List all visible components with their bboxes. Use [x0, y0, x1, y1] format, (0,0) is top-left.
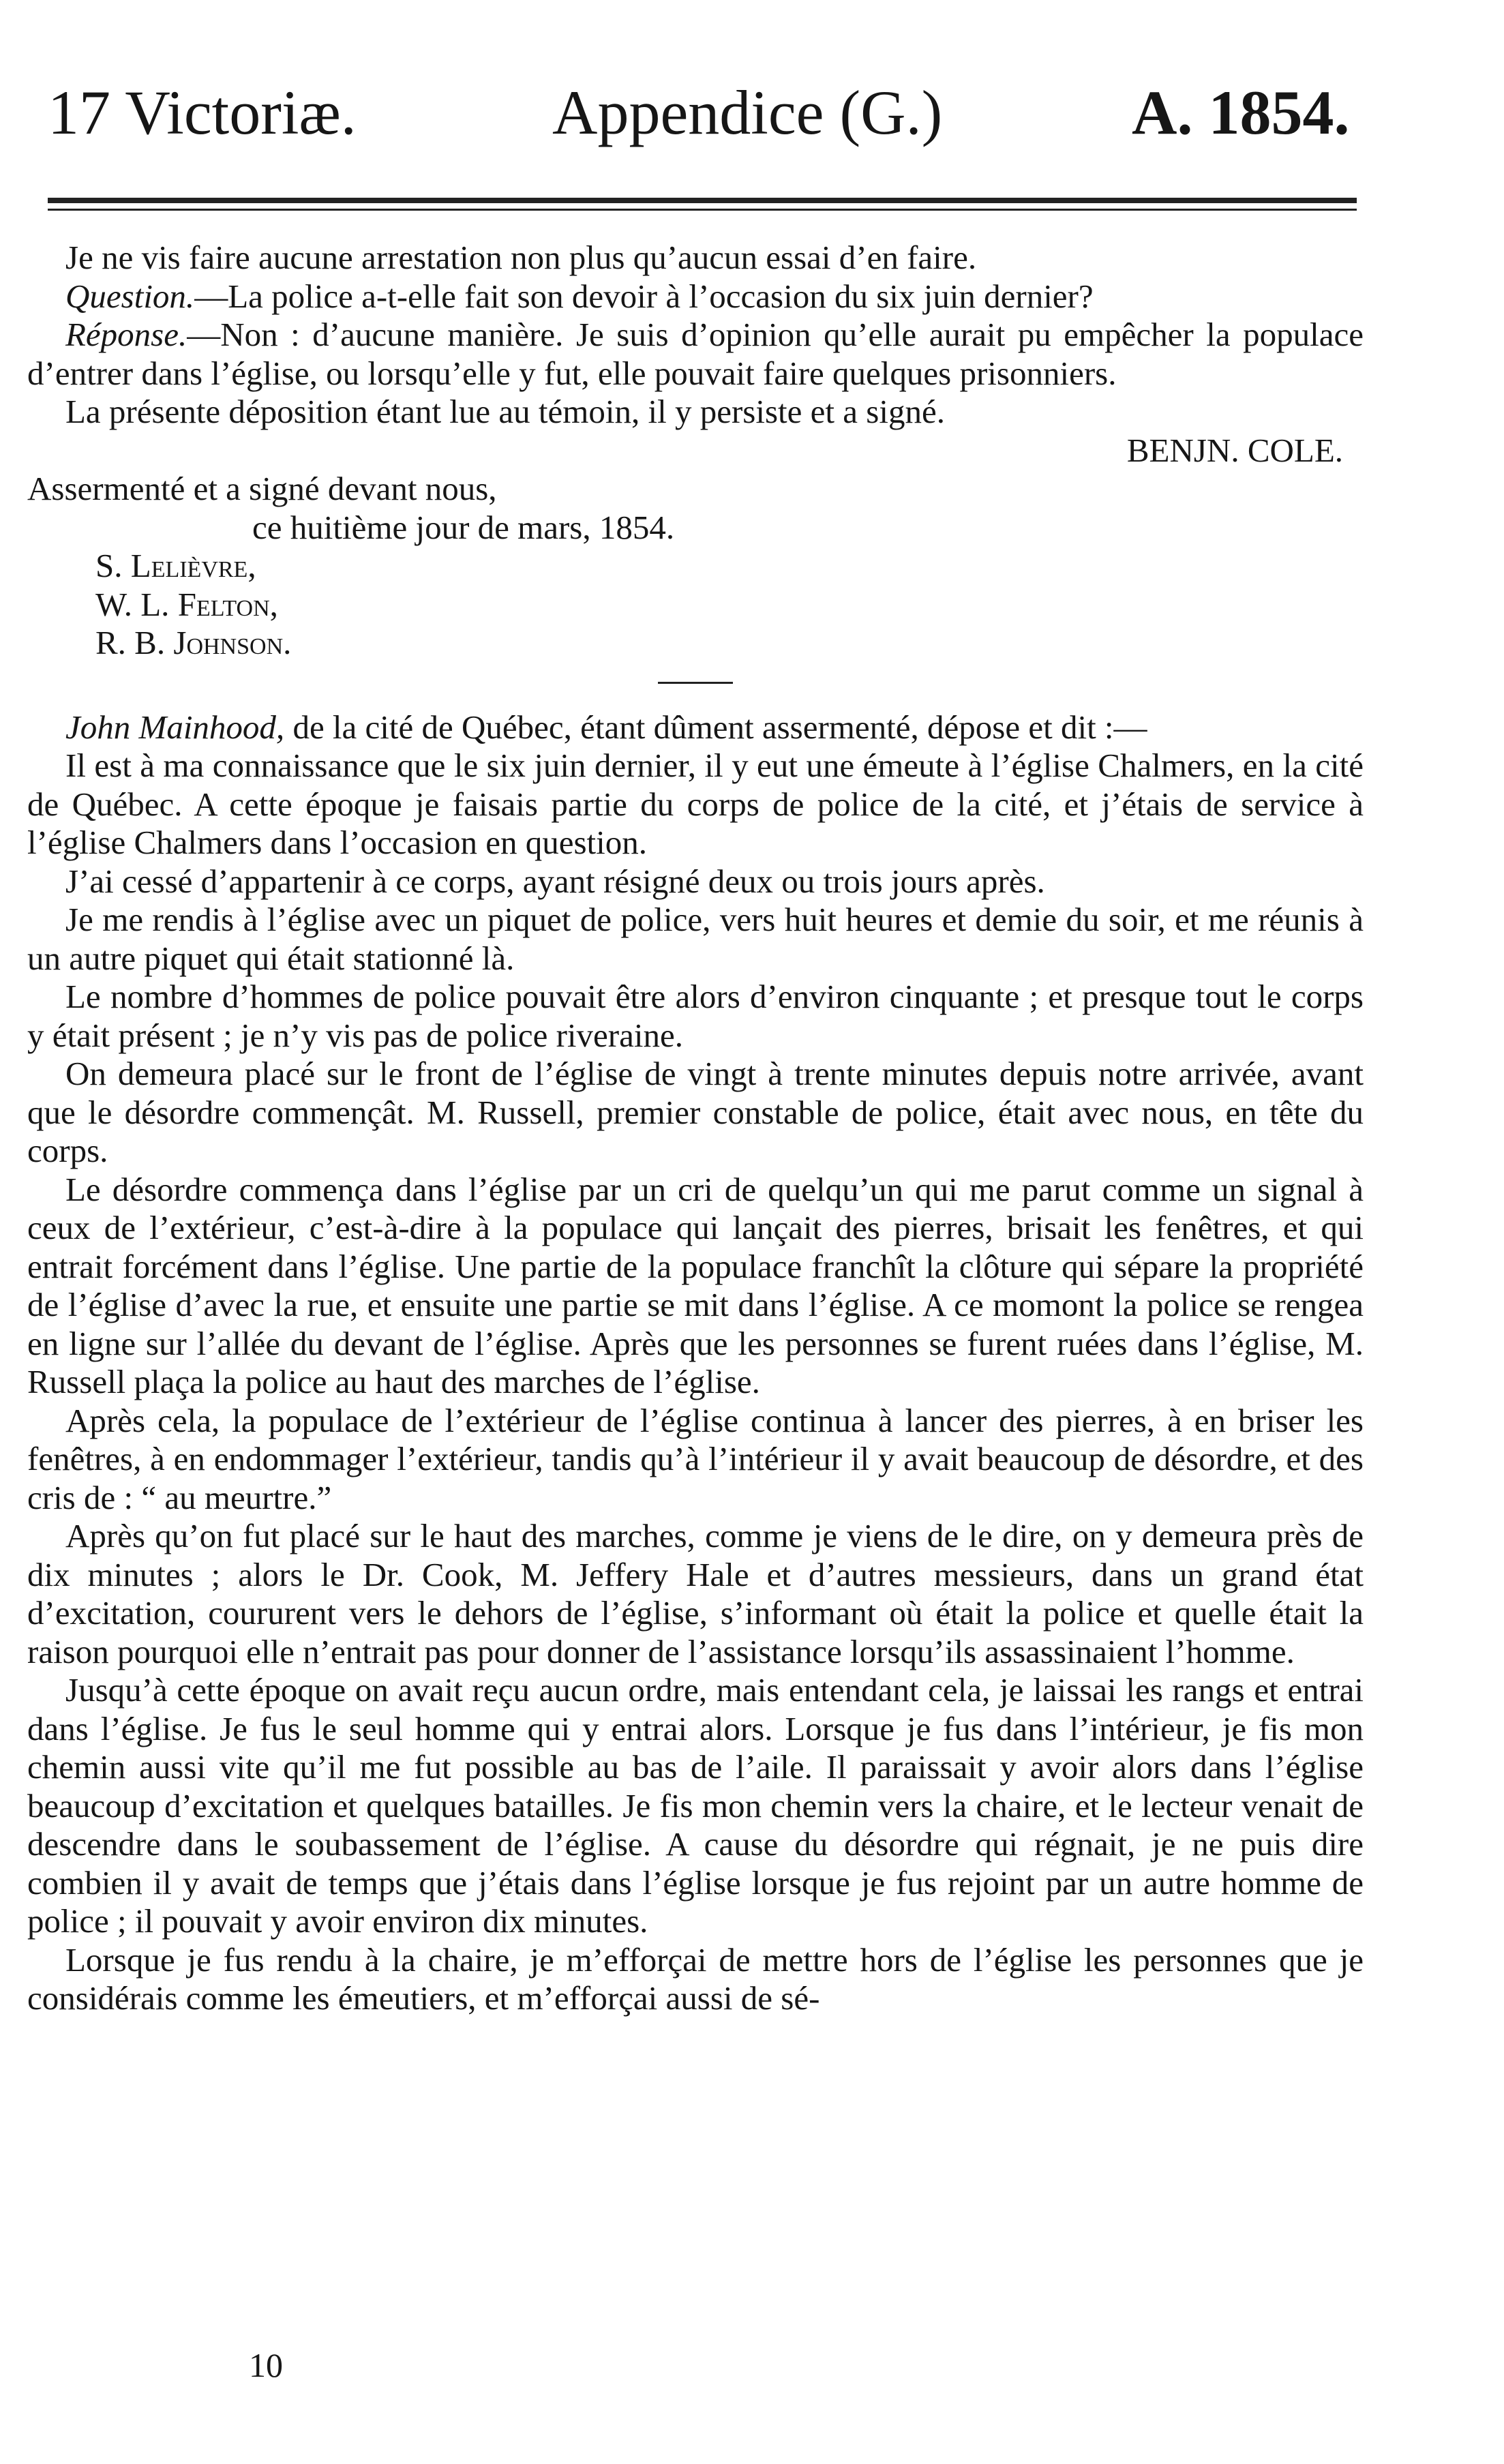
witness-intro: de la cité de Québec, étant dûment assermenté, dépose et dit :— — [292, 708, 1147, 746]
paragraph: On demeura placé sur le front de l’église de vingt à trente minutes depuis notre arrivée, avant que le désordre commençât. M. Russell, premier constable de police, était avec nous, en tête du corps. — [27, 1055, 1364, 1169]
question-label: Question. — [65, 277, 195, 315]
header-session: 17 Victoriæ. — [48, 78, 357, 147]
header-rule-thick — [48, 198, 1357, 203]
question-paragraph — [27, 277, 1364, 316]
paragraph: Je me rendis à l’église avec un piquet de police, vers huit heures et demie du soir, et me réunis à un autre piquet qui était stationné là. — [27, 901, 1364, 977]
magistrate-line — [27, 586, 1364, 625]
answer-paragraph — [27, 316, 1364, 393]
witness-signature: BENJN. COLE. — [1126, 431, 1343, 469]
magistrate-name: Felton, — [177, 585, 278, 623]
sworn-date: ce huitième jour de mars, 1854. — [252, 508, 675, 546]
page-number: 10 — [249, 2346, 283, 2384]
header-appendix: Appendice (G.) — [552, 78, 943, 147]
question-text: —La police a-t-elle fait son devoir à l’occasion du six juin dernier? — [194, 277, 1094, 315]
section-separator — [658, 682, 733, 684]
paragraph: Il est à ma connaissance que le six juin dernier, il y eut une émeute à l’église Chalmers, en la cité de Québec. A cette époque je faisais partie du corps de police de la cité, et j’étais de service à l’église Chalmers dans l’occasion en question. — [27, 747, 1364, 861]
magistrate-name: Johnson. — [173, 624, 292, 661]
sworn-statement: Assermenté et a signé devant nous, — [27, 470, 497, 507]
page-header — [48, 76, 1357, 158]
header-year: A. 1854. — [1132, 78, 1350, 147]
witness-intro-paragraph — [27, 708, 1364, 747]
paragraph: Le nombre d’hommes de police pouvait être alors d’environ cinquante ; et presque tout le corps y était présent ; je n’y vis pas de police riveraine. — [27, 978, 1364, 1054]
paragraph: J’ai cessé d’appartenir à ce corps, ayant résigné deux ou trois jours après. — [65, 862, 1045, 900]
answer-text: —Non : d’aucune manière. Je suis d’opinion qu’elle aurait pu empêcher la populace d’entrer dans l’église, ou lorsqu’elle y fut, elle pouvait faire quelques prisonniers. — [27, 316, 1364, 392]
header-rule-thin — [48, 209, 1357, 211]
witness-name: John Mainhood, — [65, 708, 285, 746]
magistrate-name: Lelièvre, — [130, 547, 256, 584]
answer-label: Réponse. — [65, 316, 187, 353]
magistrate-initial: R. B. — [95, 624, 166, 661]
paragraph: Après qu’on fut placé sur le haut des marches, comme je viens de le dire, on y demeura près de dix minutes ; alors le Dr. Cook, M. Jeffery Hale et d’autres messieurs, dans un grand état d’excitation, coururent vers le dehors de l’église, s’informant où était la police et quelle était la raison pourquoi elle n’entrait pas pour donner de l’assistance lorsqu’ils assassinaient l’homme. — [27, 1517, 1364, 1670]
magistrate-line — [27, 624, 1364, 663]
paragraph: La présente déposition étant lue au témoin, il y persiste et a signé. — [65, 393, 945, 430]
paragraph: Lorsque je fus rendu à la chaire, je m’efforçai de mettre hors de l’église les personnes que je considérais comme les émeutiers, et m’efforçai aussi de sé- — [27, 1940, 1364, 2017]
paragraph: Jusqu’à cette époque on avait reçu aucun ordre, mais entendant cela, je laissai les rangs et entrai dans l’église. Je fus le seul homme qui y entrai alors. Lorsque je fus dans l’intérieur, je fis mon chemin aussi vite qu’il me fut possible au bas de l’aile. Il paraissait y avoir alors dans l’église beaucoup d’excitation et quelques batailles. Je fis mon chemin vers la chaire, et le lecteur venait de descendre dans le soubassement de l’église. A cause du désordre qui régnait, je ne puis dire combien il y avait de temps que j’étais dans l’église lorsque je fus rejoint par un autre homme de police ; il pouvait y avoir environ dix minutes. — [27, 1671, 1364, 1940]
document-body — [27, 239, 1364, 2018]
magistrate-line — [27, 547, 1364, 586]
magistrate-initial: W. L. — [95, 585, 170, 623]
paragraph: Le désordre commença dans l’église par un cri de quelqu’un qui me parut comme un signal à ceux de l’extérieur, c’est-à-dire à la populace qui lançait des pierres, brisait les fenêtres, et qui entrait forcément dans l’église. Une partie de la populace franchît la clôture qui sépare la propriété de l’église d’avec la rue, et ensuite une partie se mit dans l’église. A ce momont la police se rengea en ligne sur l’allée du devant de l’église. Après que les personnes se furent ruées dans l’église, M. Russell plaça la police au haut des marches de l’église. — [27, 1170, 1364, 1400]
paragraph: Je ne vis faire aucune arrestation non plus qu’aucun essai d’en faire. — [65, 239, 977, 276]
paragraph: Après cela, la populace de l’extérieur de l’église continua à lancer des pierres, à en briser les fenêtres, à en endommager l’extérieur, tandis qu’à l’intérieur il y avait beaucoup de désordre, et des cris de : “ au meurtre.” — [27, 1401, 1364, 1516]
magistrate-initial: S. — [95, 547, 123, 584]
